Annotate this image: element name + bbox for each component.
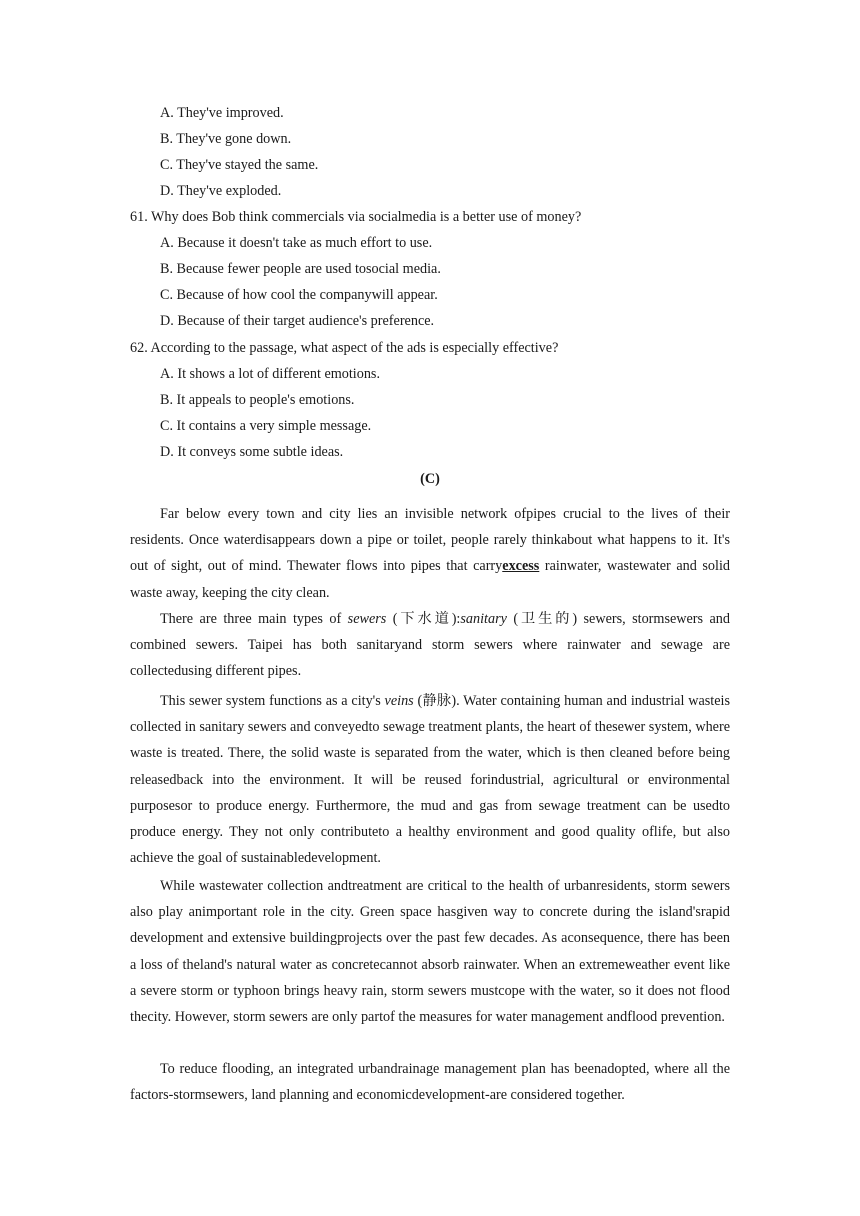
paragraph-2-text-3: (卫生的) sewers, stormsewers and combined sewers. Taipei has both sanitaryand storm sewers where rainwater and sewage are collectedusing different pipes.	[130, 611, 730, 680]
q61-option-d: D. Because of their target audience's preference.	[160, 313, 435, 329]
q61-option-b: B. Because fewer people are used tosocial media.	[160, 261, 441, 277]
term-sewers: sewers	[347, 611, 387, 627]
q62-option-d: D. It conveys some subtle ideas.	[160, 444, 344, 460]
keyword-excess: excess	[502, 558, 540, 575]
q61-question: 61. Why does Bob think commercials via socialmedia is a better use of money?	[130, 209, 582, 225]
paragraph-1	[130, 501, 730, 606]
term-sanitary: sanitary	[460, 611, 507, 627]
paragraph-3	[130, 688, 730, 871]
q62-option-a: A. It shows a lot of different emotions.	[160, 366, 381, 382]
paragraph-2	[130, 606, 730, 685]
term-veins: veins	[384, 693, 414, 709]
paragraph-1-text-end: rainwater, wastewater and solid waste away, keeping the city clean.	[130, 558, 730, 601]
q62-question: 62. According to the passage, what aspect of the ads is especially effective?	[130, 340, 559, 356]
q61-option-c: C. Because of how cool the companywill appear.	[160, 287, 438, 303]
q60-option-a: A. They've improved.	[160, 105, 284, 121]
paragraph-3-text-1: This sewer system functions as a city's	[160, 693, 385, 709]
q60-option-d: D. They've exploded.	[160, 183, 282, 199]
paragraph-4: While wastewater collection andtreatment are critical to the health of urbanresidents, storm sewers also play animportant role in the city. Green space hasgiven way to concrete during the island'srapid development and extensive buildingprojects over the past few decades. As aconsequence, there has been a loss of theland's natural water as concretecannot absorb rainwater. When an extremeweather event like a severe storm or typhoon brings heavy rain, storm sewers mustcope with the water, so it does not flood thecity. However, storm sewers are only partof the measures for water management andflood prevention.	[130, 878, 730, 1026]
paragraph-1-text: Far below every town and city lies an invisible network ofpipes crucial to the lives of their residents. Once waterdisappears down a pipe or toilet, people rarely thinkabout what happens to it. It's out of sight, out of mind. Thewater flows into pipes that carry	[130, 506, 730, 575]
paragraph-2-text-1: There are three main types of	[160, 611, 348, 627]
q60-option-b: B. They've gone down.	[160, 131, 292, 147]
q61-option-a: A. Because it doesn't take as much effort to use.	[160, 235, 433, 251]
q60-option-c: C. They've stayed the same.	[160, 157, 319, 173]
q62-option-b: B. It appeals to people's emotions.	[160, 392, 355, 408]
paragraph-5: To reduce flooding, an integrated urbandrainage management plan has beenadopted, where all the factors-stormsewers, land planning and economicdevelopment-are considered together.	[130, 1061, 730, 1104]
section-title: (C)	[420, 471, 440, 487]
q62-option-c: C. It contains a very simple message.	[160, 418, 372, 434]
paragraph-3-text-2: (静脉). Water containing human and industrial wasteis collected in sanitary sewers and conveyedto sewage treatment plants, the heart of thesewer system, where waste is treated. There, the solid waste is separated from the water, which is then cleaned before being releasedback into the environment. It will be reused forindustrial, agricultural or environmental purposesor to produce energy. Furthermore, the mud and gas from sewage treatment can be usedto produce energy. They not only contributeto a healthy environment and good quality oflife, but also achieve the goal of sustainabledevelopment.	[130, 693, 730, 867]
paragraph-2-text-2: (下水道):	[386, 611, 461, 627]
